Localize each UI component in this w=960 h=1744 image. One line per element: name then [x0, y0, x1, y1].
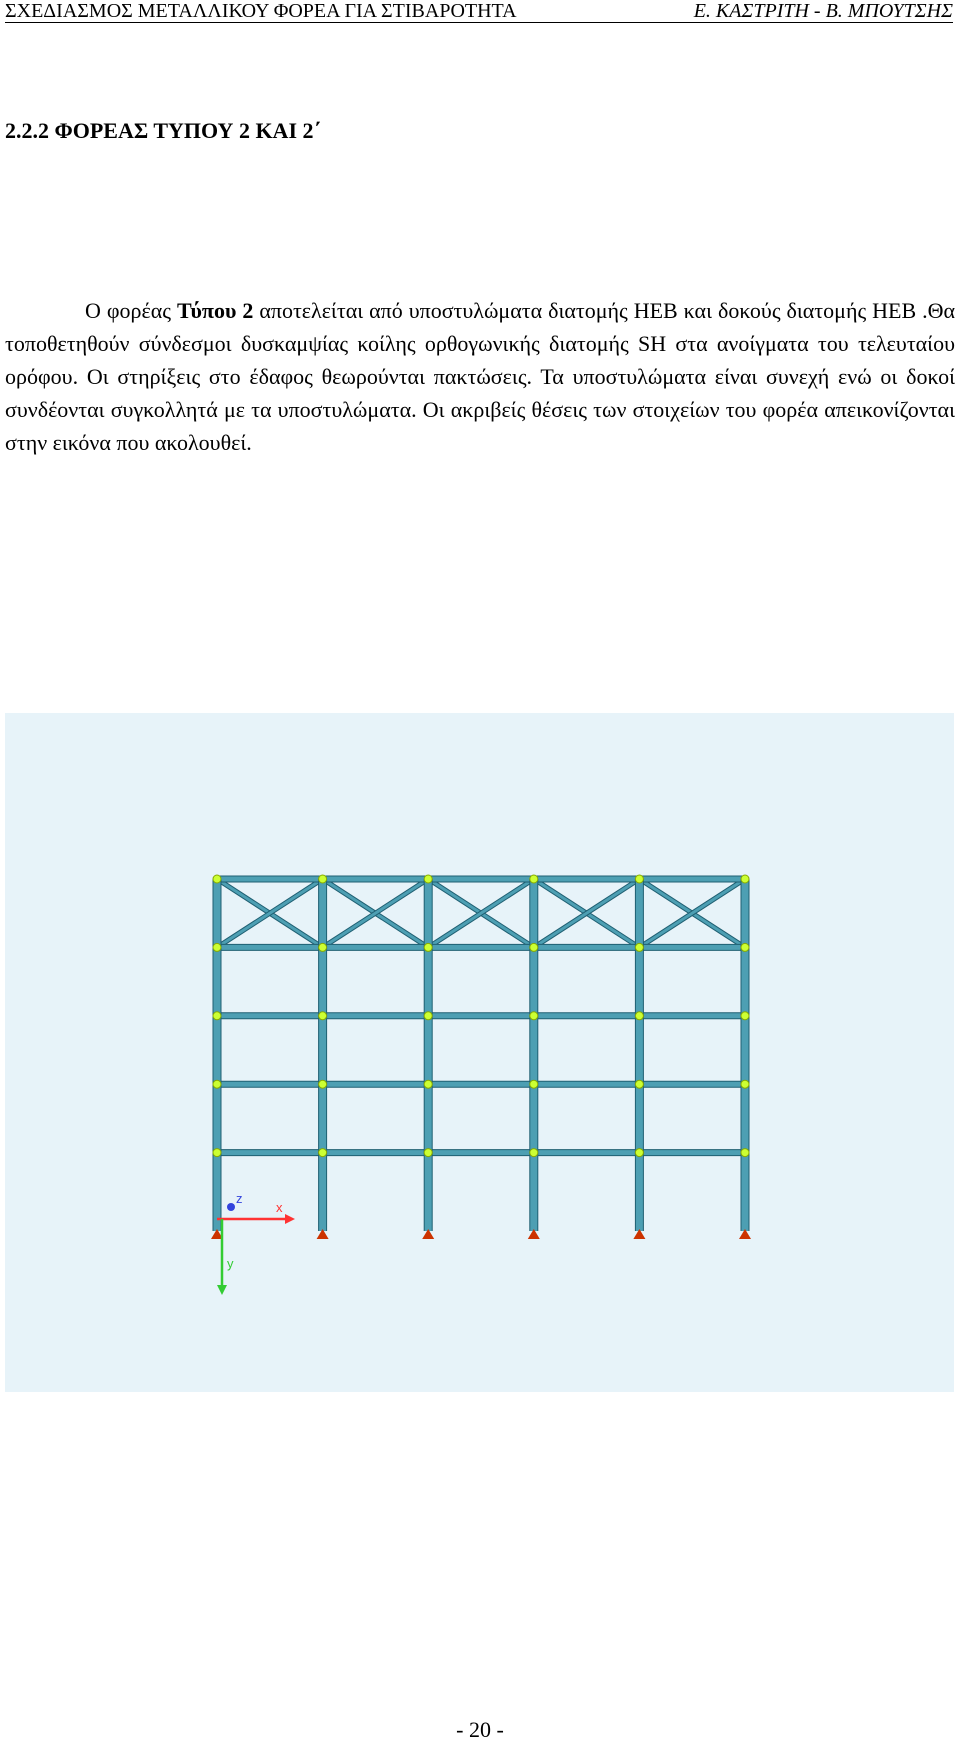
frame-node [319, 1012, 327, 1020]
frame-node [424, 1149, 432, 1157]
frame-node [635, 1080, 643, 1088]
frame-node [635, 943, 643, 951]
frame-node [319, 1080, 327, 1088]
frame-node [424, 875, 432, 883]
page-header [5, 0, 953, 23]
header-document-title: ΣΧΕΔΙΑΣΜΟΣ ΜΕΤΑΛΛΙΚΟΥ ΦΟΡΕΑ ΓΙΑ ΣΤΙΒΑΡΟΤΗΤΑ [5, 0, 517, 22]
frame-node [530, 1012, 538, 1020]
frame-node [741, 875, 749, 883]
y-axis-arrowhead [217, 1285, 227, 1295]
frame-node [213, 943, 221, 951]
axis-triad [217, 1191, 295, 1295]
header-authors: Ε. ΚΑΣΤΡΙΤΗ - Β. ΜΠΟΥΤΣΗΣ [693, 0, 953, 22]
frame-node [213, 1012, 221, 1020]
frame-node [213, 1080, 221, 1088]
frame-node [213, 1149, 221, 1157]
z-axis-label: z [236, 1191, 243, 1206]
frame-node [319, 1149, 327, 1157]
frame-model-figure [5, 713, 954, 1392]
x-axis-arrowhead [285, 1214, 295, 1224]
paragraph-text-rest: αποτελείται από υποστυλώματα διατομής ΗΕΒ και δοκούς διατομής ΗΕΒ .Θα τοποθετηθούν σύνδεσμοι δυσκαμψίας κοίλης ορθογωνικής διατομής SH στα ανοίγματα του τελευταίου ορόφου. Οι στηρίξεις στο έδαφος θεωρούνται πακτώσεις. Τα υποστυλώματα είναι συνεχή ενώ οι δοκοί συνδέονται συγκολλητά με τα υποστυλώματα. Οι ακριβείς θέσεις των στοιχείων του φορέα απεικονίζονται στην εικόνα που ακολουθεί. [5, 298, 955, 455]
section-title: 2.2.2 ΦΟΡΕΑΣ ΤΥΠΟΥ 2 ΚΑΙ 2΄ [5, 118, 321, 143]
frame-node [213, 875, 221, 883]
frame-node [635, 1012, 643, 1020]
body-paragraph [5, 294, 955, 459]
frame-node [319, 943, 327, 951]
frame-node [530, 1080, 538, 1088]
frame-node [635, 1149, 643, 1157]
frame-node [741, 1012, 749, 1020]
frame-node [530, 1149, 538, 1157]
frame-node [424, 943, 432, 951]
frame-node [319, 875, 327, 883]
paragraph-bold-term: Τύπου 2 [176, 298, 254, 323]
frame-node [424, 1080, 432, 1088]
page-number: - 20 - [456, 1717, 504, 1742]
y-axis-label: y [227, 1256, 234, 1271]
frame-drawing [5, 713, 954, 1392]
frame-node [741, 943, 749, 951]
z-axis-dot [227, 1203, 235, 1211]
frame-node [424, 1012, 432, 1020]
frame-node [635, 875, 643, 883]
frame-node [530, 875, 538, 883]
x-axis-label: x [276, 1200, 283, 1215]
frame-node [741, 1080, 749, 1088]
frame-node [530, 943, 538, 951]
frame-node [741, 1149, 749, 1157]
paragraph-text-start: Ο φορέας [85, 298, 177, 323]
